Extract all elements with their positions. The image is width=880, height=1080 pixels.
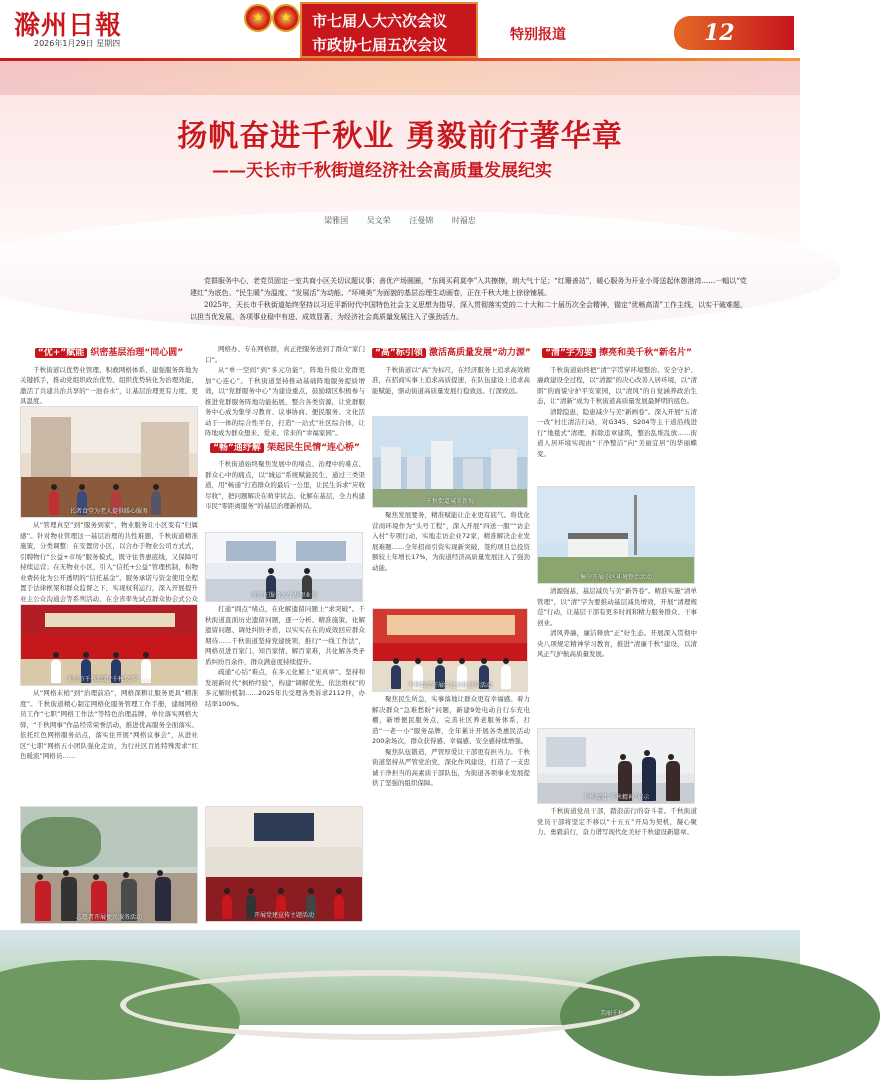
byline: 梁雅国	[324, 216, 349, 225]
article-paragraph: 清除隐患，隐患减少与美“新画卷”。深入开展“五清一改”村庄清洁行动，对G345、S204等主干道沿线进行“地毯式”清理，拆除违章建筑，整治乱堆乱放……街道人居环境实现由“干净整洁”向“美丽宜居”的华丽蝶变。	[537, 407, 697, 458]
bylines	[0, 215, 800, 226]
section-heading: “优+”赋能 织密基层治理“同心圆”	[20, 348, 198, 359]
photo-pavilion	[537, 486, 695, 584]
photo-reading-event	[205, 806, 363, 922]
article-paragraph: 聚焦发展要务，精准赋能让企业更有底气。将优化营商环境作为“头号工程”，深入开展“四送一服”“访企入村”专项行动，实地走访企业72家，精准解决企业发展难题……全年招商引资实现新突破，签约项目总投资额较上年增长17%，为街道经济高质量发展注入了强劲动能。	[372, 511, 530, 572]
article-paragraph: 疏通“心结”难点，在多元化解上“见真章”。坚持和发展新时代“枫桥经验”，构建“调解优先、依法维权”的多元解纷机制……2025年共受理各类诉求2112件，办结率100%。	[205, 668, 365, 708]
photo-service-hall	[205, 532, 363, 602]
section-heading: “高”标引领 激活高质量发展“动力源”	[372, 348, 530, 359]
photo-exhibit	[537, 728, 695, 804]
session-banner	[300, 2, 478, 58]
photo-caption: 市民在服务大厅办理业务	[250, 592, 317, 599]
photo-caption: 美丽千秋	[600, 1010, 625, 1017]
lead-p1: 党群服务中心，老党员固定一室共商小区关切议题议事；善优产场圆圈，“东阀买莉莫李”入共擦擦，朗大气十足；“红珊善站”，暖心服务为开业小哥送起休憩港湾……一幅以“党建红”为底色、“民生暖”为温度、“发展活”为动能、“环境美”为面貌的基层治理生动画卷，正在千秋大地上徐徐铺展。	[190, 277, 747, 297]
col3-top	[372, 344, 530, 414]
hero-band	[0, 61, 800, 95]
article-paragraph: 从“单一空间”到“多元功能”，阵地升级让党群更加“心连心”。千秋街道坚持推动基础阵地服务提质增效，以“党群服务中心”为建设重点，鼓励辖区积极参与推进党群服务阵地功能拓展，整合各类资源，让党群服务中心成为集学习教育、议事协商、便民服务、文化活动于一体的综合性平台，打造“一站式”社区综合体，让阵地成为群众想来、爱来、常来的“幸福家园”。	[205, 366, 365, 437]
emblems	[244, 4, 300, 34]
cppcc-emblem-icon: ★	[272, 4, 300, 32]
col2-bottom	[205, 604, 365, 800]
masthead	[0, 0, 800, 60]
byline: 汪曼锦	[409, 216, 434, 225]
newspaper-logo: 滁州日報	[14, 11, 123, 41]
col3-bottom	[372, 694, 530, 924]
photo-caption: 长者食堂为老人提供暖心服务	[69, 508, 148, 515]
park-path	[120, 970, 640, 1040]
issue-date: 2026年1月29日 星期四	[34, 39, 121, 48]
photo-park-panorama	[0, 930, 800, 1025]
article-paragraph: 清源强基，基层减负与美“新答卷”。精准实施“清单管理”，以“清”字为要推动基层减负增效，开展“清理规范”行动，让基层干部有更多时间和精力服务群众、干事创业。	[537, 587, 697, 627]
photo-red-event	[372, 608, 528, 692]
col1-top	[20, 344, 198, 404]
section-label: 特别报道	[510, 27, 566, 43]
section-heading: “畅”通纾解 架起民生民情“连心桥”	[205, 443, 365, 454]
article-paragraph: 打通“圆点”堵点，在化解遗留问题上“求突破”。千秋街道直面历史遗留问题，逐一分析、精准施策，化解遗留问题、调处纠纷矛盾，以实实在在的成效回应群众期待……千秋街道坚持党建统领，推行“一线工作法”，网格员进百家门、知百家情、解百家难，共化解各类矛盾纠纷百余件，群众满意度持续提升。	[205, 605, 365, 666]
col4-top	[537, 344, 697, 484]
article-paragraph: 千秋街道始终把“清”字贯穿环境整治、安全守护、廉政建设全过程，以“清源”的决心改善人居环境，以“清朗”的面貌守护平安家园，以“清风”的自觉涵养政治生态，让“清新”成为千秋街道高质量发展最鲜明的底色。	[537, 365, 697, 405]
section-heading: “清”字为要 擦亮和美千秋“新名片”	[537, 348, 697, 359]
banner-line-1: 市七届人大六次会议	[312, 12, 448, 30]
photo-caption: 千秋街道“千秋精神”展示	[582, 794, 650, 801]
col2-top	[205, 344, 365, 530]
photo-caption: 千秋街道城市新貌	[425, 498, 474, 505]
subheadline: ——天长市千秋街道经济社会高质量发展纪实	[212, 161, 552, 181]
lead-paragraph	[190, 276, 750, 323]
article-paragraph: 千秋街道以“高”为标尺，在经济服务上追求高效精准，在招商实事上追求高质提速，在队伍建设上追求高能赋能，驱动街道高质量发展行稳致远、行深致远。	[372, 365, 530, 395]
page-number-tab	[674, 16, 794, 50]
lead-p2: 2025年，天长市千秋街道始终坚持以习近平新时代中国特色社会主义思想为指导，深入贯彻落实党的二十大和二十届历次全会精神，锚定“优畅高清”工作主线，以实干破难题，以担当优发展，各项事业稳中有进、成效显著，为经济社会高质量发展注入了强劲活力。	[190, 301, 747, 321]
col4-bottom	[537, 806, 697, 924]
byline: 吴文荣	[366, 216, 391, 225]
col3-mid	[372, 510, 530, 606]
photo-meeting-banner	[20, 604, 198, 686]
article-paragraph: 清风养廉，廉洁释放“正”好生态。开展深入贯彻中央八项规定精神学习教育，推进“清廉千秋”建设，以清风正气护航高质量发展。	[537, 629, 697, 658]
article-paragraph: 聚焦民生所急，实事落地让群众更有幸福感。着力解决群众“急难愁盼”问题，新建9处电动自行车充电棚，新增便民服务点，完善社区养老服务体系，打造“一老一小”服务品牌，全年累计开展各类惠民活动200余场次，群众获得感、幸福感、安全感持续增强。	[372, 695, 530, 745]
col1-bottom	[20, 688, 198, 800]
article-paragraph: 从“管理真空”到“服务到家”，物业服务让小区变有“归属感”。针对物业管理这一基层治理的共性难题，千秋街道精准施策，分类调整：在安置房小区，以合办于物业公司方式式，引聘物行“公益+市场”服务模式，既守住普惠底线，又保障可持续运营；在无物业小区，引入“信托+公益”管理机制，积物业费转化为公开透明的“信托基金”，服务承诺与资金使用全程置于法律框架和群众监督之下，实现权利运行，深入开展提升业主公众沟通会等系列活动，在全省率先试点群众协会式公众	[20, 521, 198, 603]
article-paragraph: 千秋街道党员干部，踏浪前行的奋斗者。千秋街道党员干部将坚定不移以“十五五”开局为契机，凝心聚力、勇毅前行，奋力谱写现代化美好千秋建设新篇章。	[537, 807, 697, 836]
photo-caption: 开展党建宣传主题活动	[253, 912, 314, 919]
photo-city-aerial	[372, 416, 528, 508]
national-emblem-icon: ★	[244, 4, 272, 32]
hero-area	[0, 61, 800, 305]
article-paragraph: 千秋街道以优势业管理、积救网格体系、建强服务阵地为关键抓手，推动党组织政治优势、组织优势转化为治理效能，激活了共建共治共享的“一池春水”，让基层治理更有力度、更具温度。	[20, 365, 198, 405]
article-paragraph: 网格办、专在网格群，真正把服务送到了群众“家门口”。	[205, 345, 365, 364]
photo-caption: 千秋街道开展红色文化宣传活动	[407, 682, 492, 689]
article-paragraph: 聚焦队伍锻造，严管厚爱让干部更有担当力。千秋街道坚持从严管党治党，深化作风建设，打造了一支忠诚干净担当的高素质干部队伍，为街道各项事业发展提供了坚强的组织保障。	[372, 747, 530, 787]
photo-caption: 志愿者开展便民服务活动	[75, 914, 142, 921]
col1-mid	[20, 520, 198, 602]
byline: 时福忠	[451, 216, 476, 225]
page-number: 12	[704, 20, 735, 46]
photo-volunteers	[20, 806, 198, 924]
photo-caption: 天长市千秋街道“千秋议事”……	[66, 676, 152, 683]
photo-elderly-dining	[20, 406, 198, 518]
headline: 扬帆奋进千秋业 勇毅前行著华章	[177, 119, 623, 154]
photo-caption: 集中开展小区环境整治活动	[579, 574, 652, 581]
article-paragraph: 从“网格末梢”到“治理前沿”，网格深耕让服务更具“精准度”。千秋街道精心制定网格化服务管理工作手册，建细网格员工作“七职”网格工作法“等特色治理品牌，单位落实网格大驿，“千秋网事”作品经常荣誉活动，推进优高服务全面落实。依托红色网格服务站点，落实住开展“网格议事会”，从进社区“七职”网格五小团队强化走访，为行社区百姓特殊需求“红色暖流”网格员……	[20, 689, 198, 760]
banner-line-2: 市政协七届五次会议	[312, 36, 448, 54]
article-paragraph: 千秋街道始终聚焦发展中的堵点、治理中的难点、群众心中的痛点，以“城运”系统赋能民生，通过三类渠道，用“畅通”打造群众的最后一公里，让民生诉求“应收尽收”，把问题解决在萌芽状态、化解在基层，全力构建市民“零距离服务”的基层治理新格局。	[205, 460, 365, 510]
col4-mid	[537, 586, 697, 726]
